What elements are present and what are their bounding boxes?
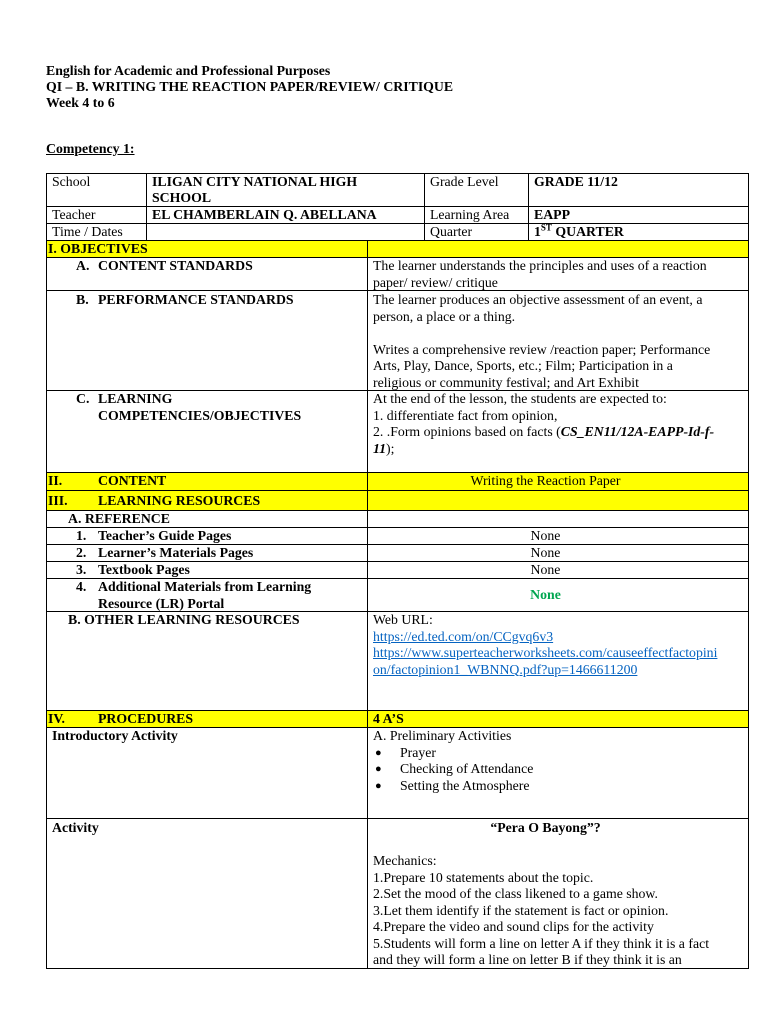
reference-item-row bbox=[47, 528, 748, 545]
competency-heading: Competency 1: bbox=[46, 141, 135, 156]
procedures-label-cell bbox=[47, 711, 368, 727]
learning-resources-marker: III. bbox=[48, 493, 68, 508]
performance-standards-paragraph: Writes a comprehensive review /reaction paper; Performance Arts, Play, Dance, Sports, etc.; Film; Participation in a religious or community festival; and Art Exhibit bbox=[373, 341, 711, 390]
teachers-guide-label: Teacher’s Guide Pages bbox=[98, 528, 232, 543]
mechanics-step: 4.Prepare the video and sound clips for the activity bbox=[373, 919, 654, 934]
learning-competencies-row bbox=[47, 391, 748, 473]
activity-row bbox=[47, 819, 748, 969]
reference-item-marker: 1. bbox=[76, 528, 87, 543]
teacher-label: Teacher bbox=[47, 207, 147, 223]
reference-item-label-cell bbox=[47, 562, 368, 578]
reference-row bbox=[47, 511, 748, 528]
objectives-header-right-cell bbox=[368, 241, 748, 257]
activity-label: Activity bbox=[47, 819, 368, 968]
content-row bbox=[47, 473, 748, 491]
performance-standards-cell bbox=[368, 291, 748, 390]
preliminary-activities-list bbox=[373, 745, 718, 795]
learners-materials-label: Learner’s Materials Pages bbox=[98, 545, 254, 560]
course-title: English for Academic and Professional Purposes bbox=[46, 63, 331, 78]
procedures-row bbox=[47, 711, 748, 728]
other-resources-label: B. OTHER LEARNING RESOURCES bbox=[47, 612, 368, 710]
quarter-number: 1 bbox=[534, 224, 541, 239]
competency-item bbox=[373, 424, 718, 457]
activity-cell bbox=[368, 819, 748, 968]
performance-standards-label-cell bbox=[47, 291, 368, 390]
info-row-school bbox=[47, 174, 749, 207]
superteacher-worksheet-link[interactable]: https://www.superteacherworksheets.com/causeeffectfactopinion/factopinion1_WBNNQ.pdf?up=1466611200 bbox=[373, 645, 718, 677]
reference-right-cell bbox=[368, 511, 748, 527]
content-standards-label: CONTENT STANDARDS bbox=[98, 258, 253, 273]
mechanics-step: 2.Set the mood of the class likened to a game show. bbox=[373, 886, 658, 901]
competency-item-end: ); bbox=[386, 440, 395, 456]
textbook-pages-value: None bbox=[530, 562, 561, 577]
learners-materials-value: None bbox=[530, 545, 561, 560]
time-dates-label: Time / Dates bbox=[47, 224, 147, 240]
grade-level-value: GRADE 11/12 bbox=[529, 174, 749, 206]
learning-resources-right-cell bbox=[368, 491, 748, 510]
introductory-activity-row bbox=[47, 728, 748, 819]
content-value: Writing the Reaction Paper bbox=[470, 473, 621, 488]
content-standards-text: The learner understands the principles and uses of a reaction paper/ review/ critique bbox=[373, 258, 707, 290]
competency-item: 1. differentiate fact from opinion, bbox=[373, 407, 558, 423]
mechanics-step: 3.Let them identify if the statement is fact or opinion. bbox=[373, 902, 669, 918]
objectives-heading: I. OBJECTIVES bbox=[47, 241, 368, 257]
list-item: ● Checking of Attendance bbox=[373, 761, 718, 778]
document-header bbox=[46, 63, 453, 111]
ted-ed-link[interactable]: https://ed.ted.com/on/CCgvq6v3 bbox=[373, 628, 554, 644]
procedures-marker: IV. bbox=[48, 711, 66, 726]
quarter-word: QUARTER bbox=[555, 224, 624, 239]
school-value-cell bbox=[147, 174, 425, 206]
content-label: CONTENT bbox=[98, 473, 167, 488]
info-row-time bbox=[47, 224, 749, 241]
other-resources-row bbox=[47, 612, 748, 711]
web-url-label: Web URL: bbox=[373, 612, 433, 627]
performance-standards-marker: B. bbox=[76, 292, 89, 307]
reference-label: A. REFERENCE bbox=[47, 511, 368, 527]
procedures-approach: 4 A’S bbox=[373, 711, 404, 726]
lesson-title: QI – B. WRITING THE REACTION PAPER/REVIEW/ CRITIQUE bbox=[46, 79, 454, 94]
school-value: ILIGAN CITY NATIONAL HIGH SCHOOL bbox=[152, 174, 358, 205]
learning-resources-label: LEARNING RESOURCES bbox=[98, 493, 261, 508]
preliminary-activities-heading: A. Preliminary Activities bbox=[373, 728, 512, 743]
activity-title: “Pera O Bayong”? bbox=[490, 820, 601, 835]
learning-competencies-label: LEARNING COMPETENCIES/OBJECTIVES bbox=[98, 391, 302, 423]
mechanics-step: 1.Prepare 10 statements about the topic. bbox=[373, 869, 594, 885]
learning-resources-row bbox=[47, 491, 748, 511]
reference-item-row bbox=[47, 579, 748, 612]
school-label: School bbox=[47, 174, 147, 206]
reference-item-label-cell bbox=[47, 528, 368, 544]
content-label-cell bbox=[47, 473, 368, 490]
reference-item-row bbox=[47, 562, 748, 579]
list-item: ● Prayer bbox=[373, 745, 718, 762]
content-standards-label-cell bbox=[47, 258, 368, 290]
reference-item-marker: 3. bbox=[76, 562, 87, 577]
mechanics-step: 5.Students will form a line on letter A if they think it is a fact and they will form a line on letter B if they think it is an bbox=[373, 935, 710, 967]
reference-item-label-cell bbox=[47, 545, 368, 561]
content-marker: II. bbox=[48, 473, 63, 488]
teachers-guide-value: None bbox=[530, 528, 561, 543]
introductory-activity-label: Introductory Activity bbox=[47, 728, 368, 818]
learning-resources-label-cell bbox=[47, 491, 368, 510]
week-range: Week 4 to 6 bbox=[46, 95, 115, 110]
teacher-value: EL CHAMBERLAIN Q. ABELLANA bbox=[147, 207, 425, 223]
learning-competencies-cell bbox=[368, 391, 748, 472]
time-dates-value bbox=[147, 224, 425, 240]
competency-code: CS_EN11/12A-EAPP-Id-f-11 bbox=[373, 424, 715, 456]
reference-item-row bbox=[47, 545, 748, 562]
objectives-header-row bbox=[47, 241, 748, 258]
introductory-activity-cell bbox=[368, 728, 748, 818]
learning-area-label: Learning Area bbox=[425, 207, 529, 223]
quarter-value bbox=[529, 224, 749, 240]
quarter-ordinal-suffix: ST bbox=[540, 224, 552, 233]
grade-level-label: Grade Level bbox=[425, 174, 529, 206]
procedures-label: PROCEDURES bbox=[98, 711, 194, 726]
quarter-label: Quarter bbox=[425, 224, 529, 240]
lesson-info-table bbox=[46, 173, 749, 241]
textbook-pages-label: Textbook Pages bbox=[98, 562, 190, 577]
competencies-intro: At the end of the lesson, the students are expected to: bbox=[373, 391, 667, 406]
reference-item-marker: 2. bbox=[76, 545, 87, 560]
performance-standards-row bbox=[47, 291, 748, 391]
mechanics-label: Mechanics: bbox=[373, 853, 437, 868]
learning-competencies-label-cell bbox=[47, 391, 368, 472]
additional-materials-value: None bbox=[530, 586, 561, 602]
info-row-teacher bbox=[47, 207, 749, 224]
reference-item-label-cell bbox=[47, 579, 368, 611]
learning-area-value: EAPP bbox=[529, 207, 749, 223]
content-standards-row bbox=[47, 258, 748, 291]
performance-standards-label: PERFORMANCE STANDARDS bbox=[98, 292, 294, 307]
learning-competencies-marker: C. bbox=[76, 391, 90, 406]
content-standards-marker: A. bbox=[76, 258, 90, 273]
other-resources-cell bbox=[368, 612, 748, 710]
lesson-plan-table bbox=[46, 241, 749, 969]
competency-item-text: 2. .Form opinions based on facts ( bbox=[373, 424, 561, 439]
reference-item-marker: 4. bbox=[76, 579, 87, 594]
performance-standards-paragraph: The learner produces an objective assessment of an event, a person, a place or a thing. bbox=[373, 292, 703, 324]
list-item: ● Setting the Atmosphere bbox=[373, 778, 718, 795]
additional-materials-label: Additional Materials from Learning Resource (LR) Portal bbox=[98, 579, 312, 611]
